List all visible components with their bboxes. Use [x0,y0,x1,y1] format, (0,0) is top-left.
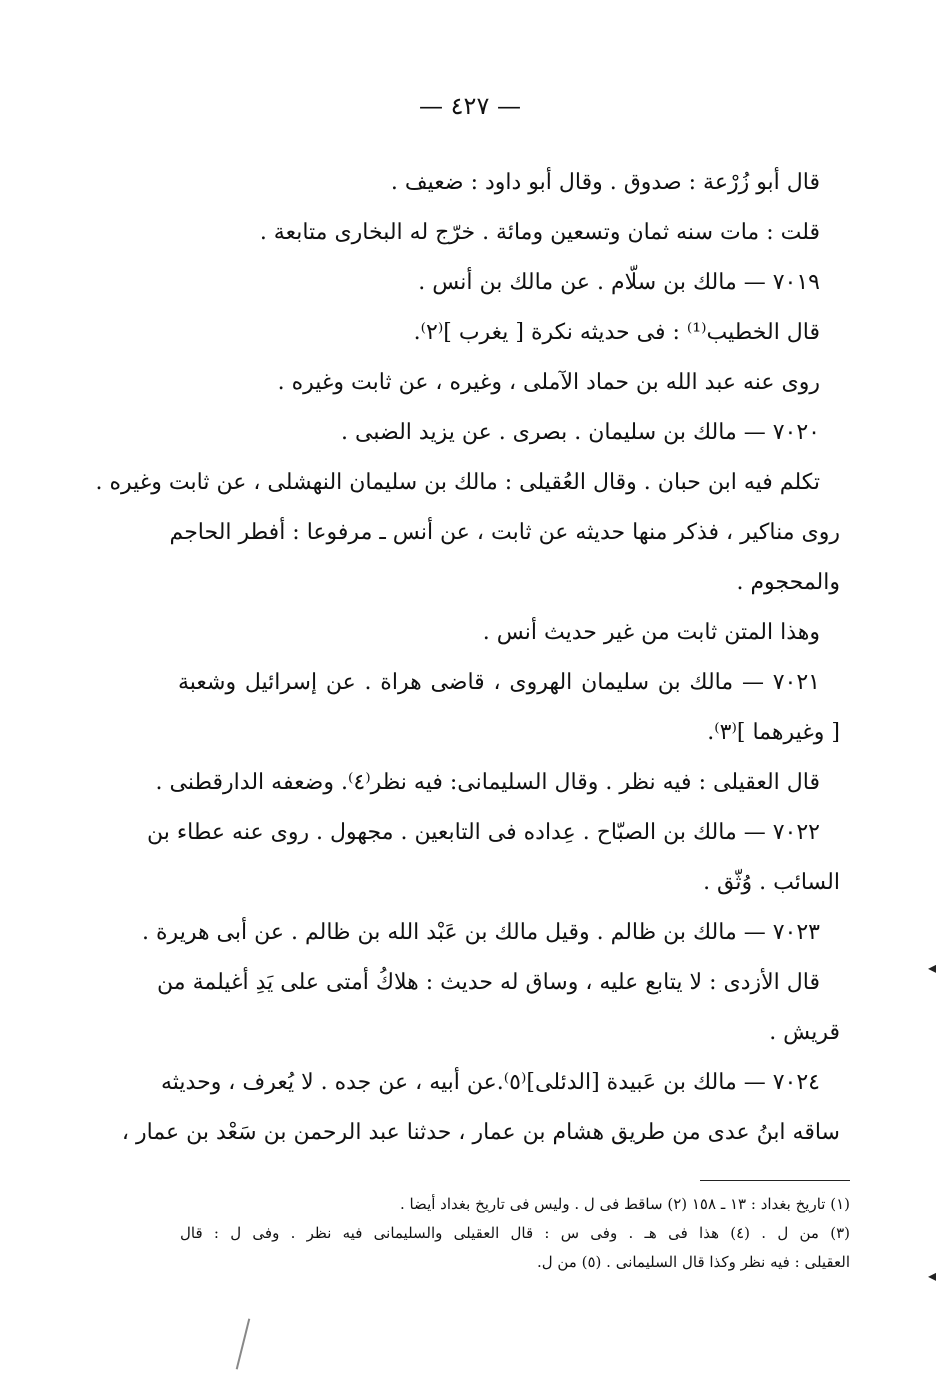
main-text [95,158,840,1158]
text-line: قال الأزدى : لا يتابع عليه ، وساق له حديث : هلاكُ أمتى على يَدِ أغيلمة من [157,970,820,995]
margin-mark: ◂ [928,958,937,977]
footnote-separator [700,1180,850,1181]
margin-mark: ◂ [928,1266,937,1285]
text-line: ٧٠٢١ — مالك بن سليمان الهروى ، قاضى هراة . عن إسرائيل وشعبة [178,670,820,695]
text-line: تكلم فيه ابن حبان . وقال العُقيلى : مالك بن سليمان النهشلى ، عن ثابت وغيره . [95,470,820,495]
text-line: [ وغيرهما ]⁽٣⁾. [707,720,840,745]
text-line: قال العقيلى : فيه نظر . وقال السليمانى: فيه نظر⁽٤⁾. وضعفه الدارقطنى . [155,770,820,795]
footnote-line: (١) تاريخ بغداد : ١٣ ـ ١٥٨ (٢) ساقط فى ل . وليس فى تاريخ بغداد أيضا . [399,1195,850,1213]
text-line: قال الخطيب⁽¹⁾ : فى حديثه نكرة [ يغرب ]⁽٢⁾. [413,320,820,345]
text-line: روى عنه عبد الله بن حماد الآملى ، وغيره ، عن ثابت وغيره . [277,370,820,395]
page-number: — ٤٢٧ — [419,92,521,120]
text-line: ساقه ابنُ عدى من طريق هشام بن عمار ، حدثنا عبد الرحمن بن سَعْد بن عمار ، [121,1120,840,1145]
text-line: قريش . [769,1020,840,1045]
text-line: ٧٠٢٠ — مالك بن سليمان . بصرى . عن يزيد الضبى . [341,420,820,445]
footnote-line: (٣) من ل . (٤) هذا فى هـ . وفى س : قال العقيلى والسليمانى فيه نظر . وفى ل : قال [180,1224,850,1242]
footnotes [180,1190,850,1277]
text-line: روى مناكير ، فذكر منها حديثه عن ثابت ، عن أنس ـ مرفوعا : أفطر الحاجم [169,520,840,545]
text-line: وهذا المتن ثابت من غير حديث أنس . [482,620,820,645]
text-line: ٧٠٢٢ — مالك بن الصبّاح . عِداده فى التابعين . مجهول . روى عنه عطاء بن [146,820,820,845]
text-line: والمحجوم . [736,570,840,595]
text-line: ٧٠٢٣ — مالك بن ظالم . وقيل مالك بن عَبْد الله بن ظالم . عن أبى هريرة . [142,920,820,945]
text-line: ٧٠١٩ — مالك بن سلّام . عن مالك بن أنس . [418,270,820,295]
text-line: السائب . وُثّق . [703,870,840,895]
scratch-mark [236,1319,251,1370]
text-line: قلت : مات سنه ثمان وتسعين ومائة . خرّج له البخارى متابعة . [259,220,820,245]
footnote-line: العقيلى : فيه نظر وكذا قال السليمانى . (٥) من ل. [536,1253,850,1271]
text-line: قال أبو زُرْعة : صدوق . وقال أبو داود : ضعيف . [390,170,820,195]
text-line: ٧٠٢٤ — مالك بن عَبيدة [الدئلى]⁽٥⁾.عن أبيه ، عن جده . لا يُعرف ، وحديثه [160,1070,820,1095]
